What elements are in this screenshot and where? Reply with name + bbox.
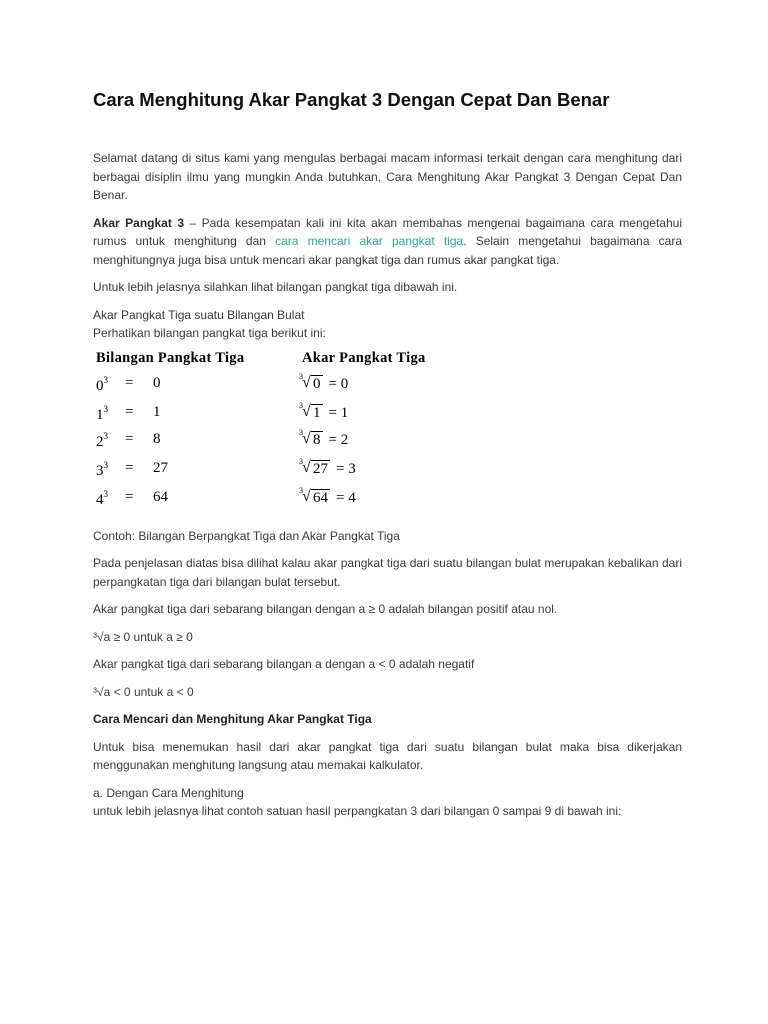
section-heading: Cara Mencari dan Menghitung Akar Pangkat Tiga bbox=[93, 712, 372, 726]
cube-root-table bbox=[93, 350, 682, 515]
definition-text-1: – Pada kesempatan kali ini kita akan membahas mengenai bagaimana cara mengetahui rumus untuk menghitung dan bbox=[93, 215, 682, 248]
table-header-cubes: Bilangan Pangkat Tiga bbox=[96, 349, 245, 366]
cube-value: 1 bbox=[153, 403, 161, 420]
subsection-paragraph bbox=[93, 306, 682, 343]
intro-paragraph: Selamat datang di situs kami yang mengulas berbagai macam informasi terkait dengan cara menghitung dari berbagai disiplin ilmu yang mungkin Anda butuhkan, Cara Menghitung Akar Pangkat 3 Dengan Cepat Dan Benar. bbox=[93, 151, 682, 202]
base-cell: $2^3$ bbox=[96, 430, 108, 450]
cube-root-expression: 3 √ 8 = 2 bbox=[299, 427, 349, 448]
subsection-line-1: Akar Pangkat Tiga suatu Bilangan Bulat bbox=[93, 307, 305, 322]
cube-value: 8 bbox=[153, 430, 161, 447]
cube-root-expression: 3 √ 27 = 3 bbox=[299, 456, 356, 477]
cube-value: 0 bbox=[153, 374, 161, 391]
article bbox=[93, 88, 682, 821]
cube-value: 27 bbox=[153, 459, 168, 476]
equals-sign: = bbox=[125, 430, 134, 447]
method-a-text: untuk lebih jelasnya lihat contoh satuan hasil perpangkatan 3 dari bilangan 0 sampai 9 di bawah ini: bbox=[93, 804, 622, 818]
see-below-paragraph: Untuk lebih jelasnya silahkan lihat bilangan pangkat tiga dibawah ini. bbox=[93, 280, 458, 294]
article-title: Cara Menghitung Akar Pangkat 3 Dengan Cepat Dan Benar bbox=[93, 89, 610, 110]
cube-root-link[interactable]: cara mencari akar pangkat tiga bbox=[275, 234, 464, 248]
cube-value: 64 bbox=[153, 488, 168, 505]
cube-root-expression: 3 √ 64 = 4 bbox=[299, 485, 356, 506]
definition-text-2: . Selain mengetahui bagaimana cara menghitungnya juga bisa untuk mencari akar pangkat tiga dan rumus akar pangkat tiga. bbox=[93, 234, 682, 267]
explanation-paragraph: Pada penjelasan diatas bisa dilihat kalau akar pangkat tiga dari suatu bilangan bulat merupakan kebalikan dari perpangkatan tiga dari bilangan bulat tersebut. bbox=[93, 556, 682, 589]
method-a-title: a. Dengan Cara Menghitung bbox=[93, 785, 244, 800]
lead-term: Akar Pangkat 3 bbox=[93, 215, 184, 230]
table-header-roots: Akar Pangkat Tiga bbox=[302, 349, 426, 366]
radical-icon: 3 √ 0 bbox=[299, 371, 321, 392]
subsection-line-2: Perhatikan bilangan pangkat tiga berikut ini: bbox=[93, 326, 326, 340]
base-cell: $1^3$ bbox=[96, 403, 108, 423]
equals-sign: = bbox=[125, 403, 134, 420]
negative-rule-paragraph: Akar pangkat tiga dari sebarang bilangan a dengan a < 0 adalah negatif bbox=[93, 657, 475, 671]
equals-sign: = bbox=[125, 488, 134, 505]
definition-paragraph bbox=[93, 214, 682, 270]
base-cell: $0^3$ bbox=[96, 374, 108, 394]
negative-rule-formula: ³√a < 0 untuk a < 0 bbox=[93, 684, 194, 699]
table-caption: Contoh: Bilangan Berpangkat Tiga dan Akar Pangkat Tiga bbox=[93, 528, 400, 543]
radical-icon: 3 √ 27 bbox=[299, 456, 328, 477]
radical-icon: 3 √ 8 bbox=[299, 427, 321, 448]
equals-sign: = bbox=[125, 374, 134, 391]
method-a-paragraph bbox=[93, 784, 682, 821]
positive-rule-formula: ³√a ≥ 0 untuk a ≥ 0 bbox=[93, 629, 193, 644]
cube-root-expression: 3 √ 1 = 1 bbox=[299, 400, 349, 421]
positive-rule-paragraph: Akar pangkat tiga dari sebarang bilangan dengan a ≥ 0 adalah bilangan positif atau nol. bbox=[93, 602, 558, 616]
base-cell: $4^3$ bbox=[96, 488, 108, 508]
base-cell: $3^3$ bbox=[96, 459, 108, 479]
method-paragraph: Untuk bisa menemukan hasil dari akar pangkat tiga dari suatu bilangan bulat maka bisa dikerjakan menggunakan menghitung langsung atau memakai kalkulator. bbox=[93, 739, 682, 772]
radical-icon: 3 √ 64 bbox=[299, 485, 328, 506]
radical-icon: 3 √ 1 bbox=[299, 400, 321, 421]
cube-root-expression: 3 √ 0 = 0 bbox=[299, 371, 349, 392]
equals-sign: = bbox=[125, 459, 134, 476]
